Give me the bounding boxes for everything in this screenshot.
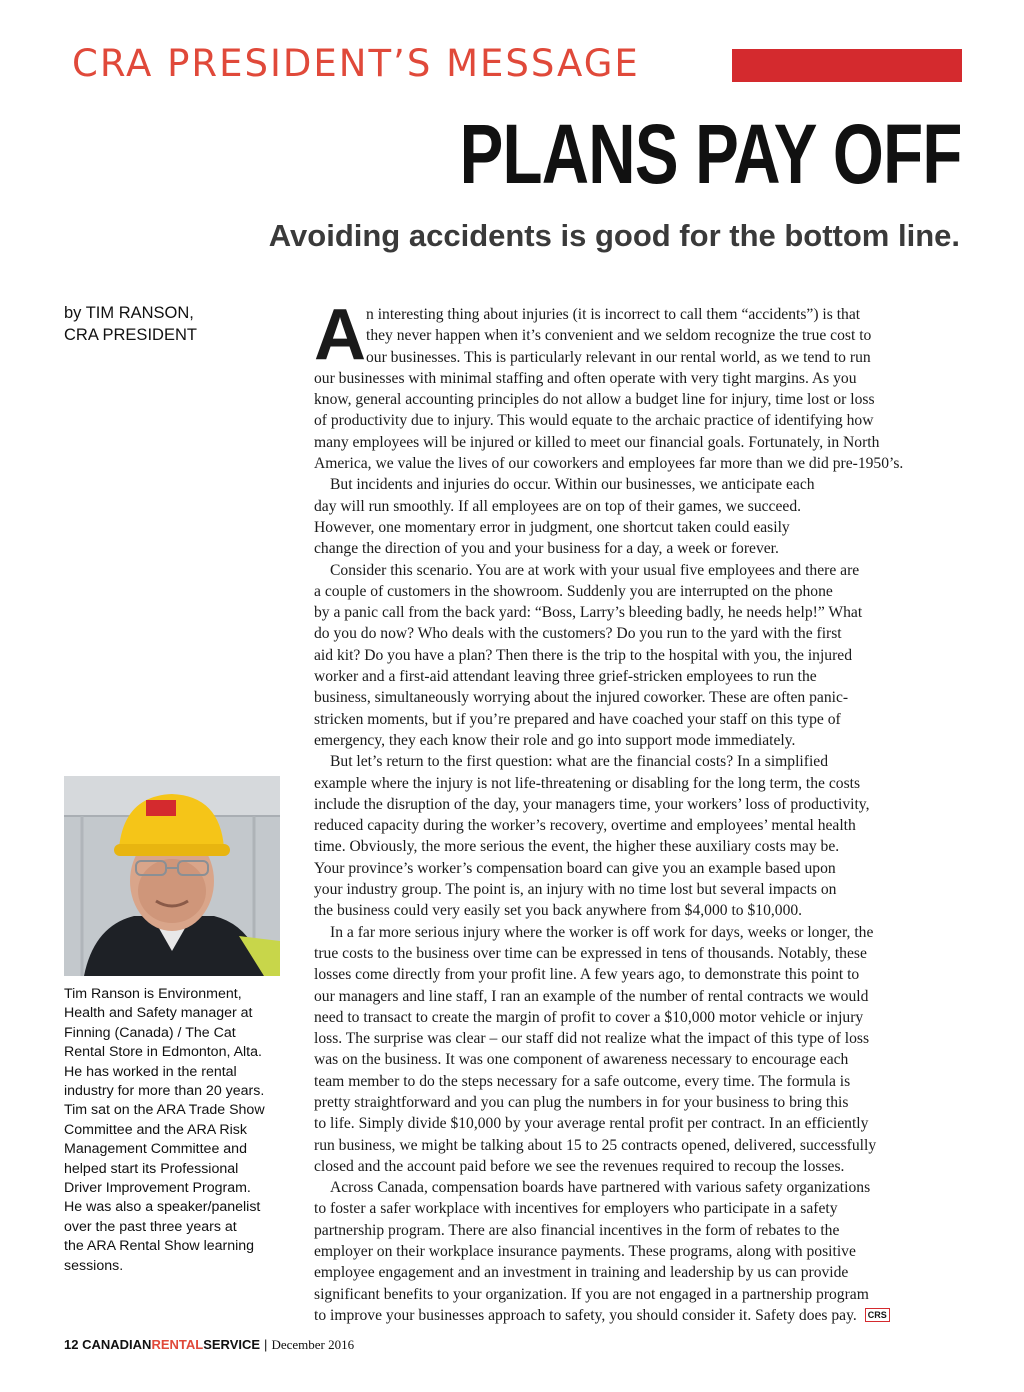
article-line: to improve your businesses approach to safety, you should consider it. Safety does pay. — [314, 1306, 857, 1324]
article-line: worker and a first-aid attendant leaving three grief-stricken employees to run the — [314, 668, 817, 686]
article-line: need to transact to create the margin of profit to cover a $10,000 motor vehicle or injury — [314, 1008, 864, 1026]
section-label: CRA PRESIDENT’S MESSAGE — [72, 42, 640, 85]
article-line: partnership program. There are also financial incentives in the form of rebates to the — [314, 1221, 840, 1239]
article-line: America, we value the lives of our coworkers and employees far more than we did pre-1950’s. — [314, 455, 904, 473]
bio-line: Finning (Canada) / The Cat — [64, 1024, 236, 1041]
bio-line: over the past three years at — [64, 1218, 237, 1235]
bio-line: Tim sat on the ARA Trade Show — [64, 1102, 265, 1119]
bio-line: Rental Store in Edmonton, Alta. — [64, 1044, 262, 1061]
bio-line: He has worked in the rental — [64, 1063, 237, 1080]
headline: PLANS PAY OFF — [460, 107, 962, 201]
article-line: aid kit? Do you have a plan? Then there is the trip to the hospital with you, the injured — [314, 646, 852, 664]
article-line: to life. Simply divide $10,000 by your average rental profit per contract. In an efficiently — [314, 1115, 869, 1133]
magazine-name-part3: SERVICE — [203, 1337, 261, 1352]
article-line: closed and the account paid before we see the revenues required to recoup the losses. — [314, 1157, 845, 1175]
drop-cap: A — [314, 295, 366, 375]
article-line: Across Canada, compensation boards have partnered with various safety organizations — [330, 1179, 871, 1197]
author-photo — [64, 776, 280, 976]
article-line: emergency, they each know their role and go into support mode immediately. — [314, 731, 796, 749]
bio-line: Health and Safety manager at — [64, 1005, 253, 1022]
page-footer — [64, 1337, 354, 1353]
article-line: n interesting thing about injuries (it is incorrect to call them “accidents”) is that — [366, 306, 861, 323]
article-line: pretty straightforward and you can plug the numbers in for your business to bring this — [314, 1093, 849, 1111]
bio-line: Driver Improvement Program. — [64, 1180, 251, 1197]
article-line: true costs to the business over time can be expressed in tens of thousands. Notably, these — [314, 944, 867, 962]
article-line: the business could very easily set you back anywhere from $4,000 to $10,000. — [314, 902, 803, 920]
article-line: Consider this scenario. You are at work with your usual five employees and there are — [330, 561, 860, 579]
author-bio — [64, 985, 286, 1276]
article-line: know, general accounting principles do not allow a budget line for injury, time lost or loss — [314, 391, 875, 409]
article-line: example where the injury is not life-threatening or disabling for the long term, the costs — [314, 774, 861, 792]
article-line: employer on their workplace insurance payments. These programs, along with positive — [314, 1243, 856, 1261]
article-body — [314, 295, 964, 1326]
article-line: losses come directly from your profit line. A few years ago, to demonstrate this point to — [314, 966, 860, 984]
article-line: do you do now? Who deals with the customers? Do you run to the yard with the first — [314, 625, 842, 643]
article-line: stricken moments, but if you’re prepared and have coached your staff on this type of — [314, 710, 841, 728]
article-opening — [314, 295, 964, 375]
article-line: by a panic call from the back yard: “Boss, Larry’s bleeding badly, he needs help!” What — [314, 604, 863, 622]
article-line: However, one momentary error in judgment, one shortcut taken could easily — [314, 518, 790, 536]
bio-line: He was also a speaker/panelist — [64, 1199, 261, 1216]
magazine-name-part2: RENTAL — [151, 1337, 204, 1352]
article-line: reduced capacity during the worker’s recovery, overtime and employees’ mental health — [314, 817, 856, 835]
article-line: a couple of customers in the showroom. Suddenly you are interrupted on the phone — [314, 582, 833, 600]
article-line: But incidents and injuries do occur. Within our businesses, we anticipate each — [330, 476, 815, 494]
article-line: team member to do the steps necessary for a safe outcome, every time. The formula is — [314, 1072, 851, 1090]
byline-name: by TIM RANSON, — [64, 304, 194, 322]
article-line: our managers and line staff, I ran an example of the number of rental contracts we would — [314, 987, 869, 1005]
article-last-line — [314, 1305, 964, 1326]
bio-line: Tim Ranson is Environment, — [64, 986, 242, 1002]
article-line: But let’s return to the first question: what are the financial costs? In a simplified — [330, 753, 829, 771]
bio-line: industry for more than 20 years. — [64, 1083, 265, 1100]
article-line: include the disruption of the day, your managers time, your workers’ loss of productivity, — [314, 795, 870, 813]
article-line: to foster a safer workplace with incentives for employers who participate in a safety — [314, 1200, 838, 1218]
article-line: day will run smoothly. If all employees are on top of their games, we succeed. — [314, 497, 802, 515]
author-portrait-image — [64, 776, 280, 976]
bio-line: helped start its Professional — [64, 1160, 239, 1177]
article-line: was on the business. It was one component of awareness necessary to encourage each — [314, 1051, 849, 1069]
article-line: Your province’s worker’s compensation board can give you an example based upon — [314, 859, 836, 877]
article-line: change the direction of you and your business for a day, a week or forever. — [314, 540, 779, 558]
bio-line: the ARA Rental Show learning — [64, 1238, 255, 1255]
bio-line: Management Committee and — [64, 1141, 247, 1158]
page-number: 12 — [64, 1337, 79, 1352]
footer-separator: | — [264, 1337, 268, 1352]
article-line: of productivity due to injury. This would equate to the archaic practice of identifying how — [314, 412, 874, 430]
article-line: our businesses with minimal staffing and often operate with very tight margins. As you — [314, 369, 857, 387]
article-line: employee engagement and an investment in training and leadership by us can provide — [314, 1264, 849, 1282]
article-line: many employees will be injured or killed to meet our financial goals. Fortunately, in North — [314, 433, 880, 451]
article-lines — [314, 368, 964, 1305]
end-mark-logo: CRS — [865, 1308, 890, 1322]
article-line: In a far more serious injury where the worker is off work for days, weeks or longer, the — [330, 923, 874, 941]
article-line: loss. The surprise was clear – our staff did not realize what the impact of this type of loss — [314, 1030, 870, 1048]
magazine-name-part1: CANADIAN — [82, 1337, 152, 1352]
bio-line: sessions. — [64, 1257, 124, 1274]
issue-date: December 2016 — [271, 1337, 355, 1352]
subheadline: Avoiding accidents is good for the bottom line. — [268, 218, 960, 253]
section-accent-bar — [732, 49, 962, 82]
byline-title: CRA PRESIDENT — [64, 326, 197, 344]
article-line: our businesses. This is particularly relevant in our rental world, as we tend to run — [366, 348, 871, 366]
article-line: they never happen when it’s convenient and we seldom recognize the true cost to — [366, 327, 872, 345]
section-header — [72, 38, 962, 88]
article-line: time. Obviously, the more serious the event, the higher these auxiliary costs may be. — [314, 838, 840, 856]
bio-line: Committee and the ARA Risk — [64, 1121, 247, 1138]
byline — [64, 302, 197, 346]
article-line: business, simultaneously worrying about the injured coworker. These are often panic- — [314, 689, 849, 707]
article-line: your industry group. The point is, an injury with no time lost but several impacts on — [314, 881, 837, 899]
article-line: significant benefits to your organization. If you are not engaged in a partnership program — [314, 1285, 869, 1303]
article-line: run business, we might be talking about 15 to 25 contracts opened, delivered, successfully — [314, 1136, 877, 1154]
